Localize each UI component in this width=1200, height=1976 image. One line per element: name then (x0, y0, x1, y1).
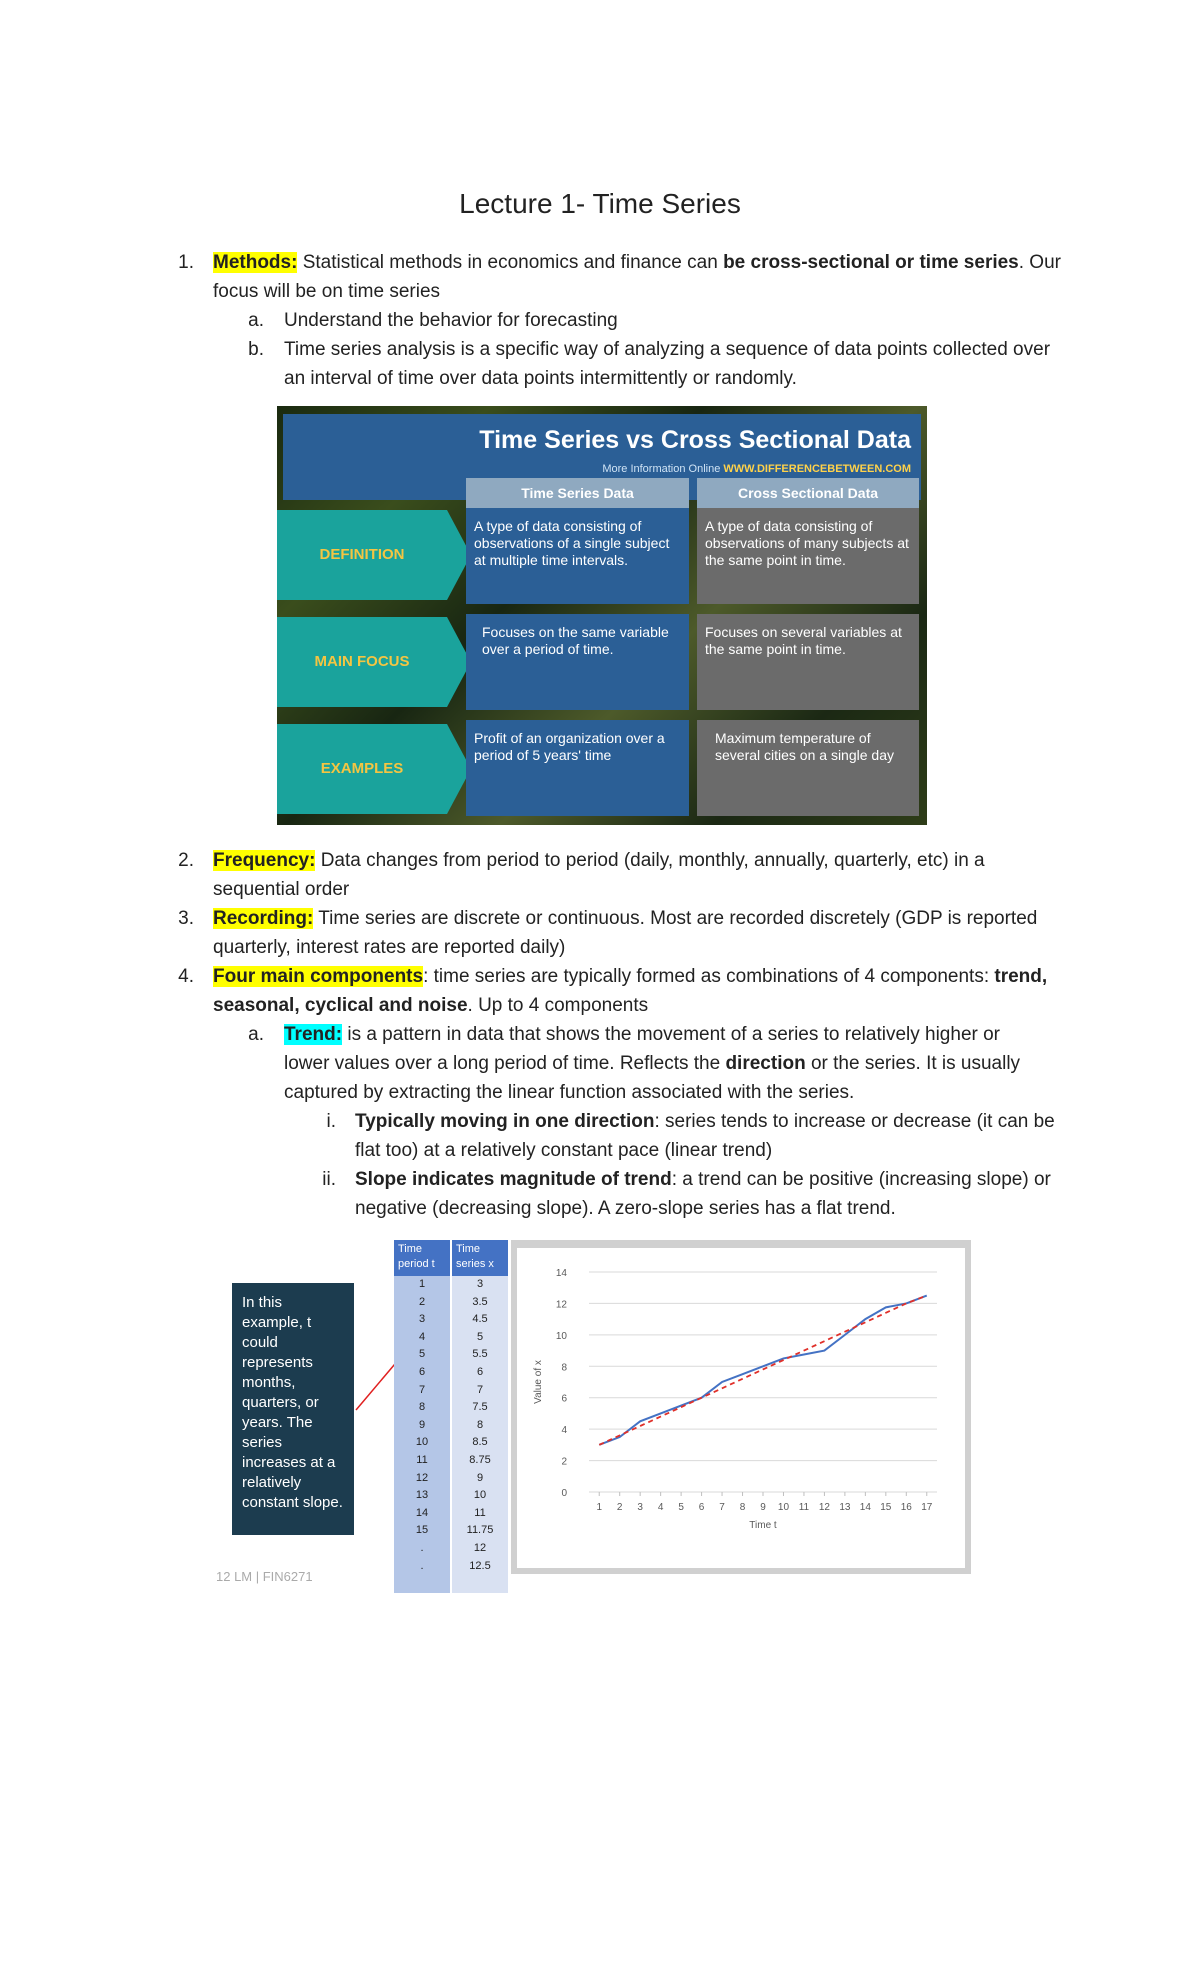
column-header-cross-sectional: Cross Sectional Data (697, 478, 919, 508)
cell-examples-time-series: Profit of an organization over a period of 5 years' time (466, 720, 689, 816)
cell-definition-time-series: A type of data consisting of observations of a single subject at multiple time intervals. (466, 508, 689, 604)
x-tick-label: 5 (678, 1502, 684, 1513)
table-cell: 12 (415, 1471, 429, 1484)
list-number: 3. (178, 908, 194, 929)
highlight-methods: Methods: (213, 252, 298, 273)
table-cell: 12.5 (469, 1559, 491, 1572)
y-tick-label: 8 (561, 1362, 567, 1374)
text: sequential order (213, 879, 350, 900)
x-tick-label: 11 (798, 1502, 810, 1513)
bold-text: Slope indicates magnitude of trend (355, 1169, 672, 1190)
highlight-recording: Recording: (213, 908, 314, 929)
table-cell: 4 (418, 1330, 426, 1343)
text: : a trend can be positive (increasing slope) or (671, 1169, 1051, 1190)
table-cell: . (420, 1559, 424, 1572)
table-header: Time period t (394, 1240, 450, 1276)
row-label-examples: EXAMPLES (277, 724, 447, 814)
column-header-time-series: Time Series Data (466, 478, 689, 508)
table-cell: 13 (415, 1489, 429, 1502)
cell-definition-cross-sectional: A type of data consisting of observations of many subjects at the same point in time. (697, 508, 919, 604)
text: flat too) at a relatively constant pace (linear trend) (355, 1140, 773, 1161)
infographic-title: Time Series vs Cross Sectional Data (479, 426, 911, 454)
x-tick-label: 13 (839, 1502, 851, 1513)
y-tick-label: 4 (561, 1425, 567, 1437)
list-letter: a. (248, 1024, 264, 1045)
table-column-time-period (394, 1240, 450, 1593)
example-callout: In this example, t could represents months, quarters, or years. The series increases at a relatively constant slope. (232, 1283, 354, 1535)
table-cell: 6 (418, 1365, 426, 1378)
x-tick-label: 4 (657, 1502, 664, 1513)
bold-text: seasonal, cyclical and noise (213, 995, 468, 1016)
text: Time series are discrete or continuous. Most are recorded discretely (GDP is reported (313, 908, 1038, 929)
bold-text: Typically moving in one direction (355, 1111, 655, 1132)
text: : time series are typically formed as combinations of 4 components: (423, 966, 995, 987)
x-tick-label: 7 (719, 1502, 725, 1513)
table-cell: 11 (474, 1506, 486, 1519)
table-cell: 3.5 (472, 1295, 488, 1308)
comparison-infographic (277, 406, 927, 825)
table-cell: 7.5 (472, 1401, 488, 1414)
table-header: Time series x (452, 1240, 508, 1276)
bold-text: trend, (994, 966, 1048, 987)
table-cell: 11 (416, 1453, 428, 1466)
cell-examples-cross-sectional: Maximum temperature of several cities on a single day (697, 720, 919, 816)
list-roman: i. (326, 1111, 336, 1132)
text: focus will be on time series (213, 281, 441, 302)
list-letter: a. (248, 310, 264, 331)
table-cell: 11.75 (466, 1524, 494, 1537)
row-label-definition: DEFINITION (277, 510, 447, 600)
table-cell: 5 (476, 1330, 484, 1343)
x-tick-label: 16 (900, 1502, 912, 1513)
x-tick-label: 3 (637, 1502, 643, 1513)
table-cell: 5 (418, 1348, 426, 1361)
text: captured by extracting the linear function associated with the series. (284, 1082, 855, 1103)
table-cell: 3 (418, 1313, 426, 1326)
x-tick-label: 1 (596, 1502, 603, 1513)
infographic-source: More Information Online WWW.DIFFERENCEBETWEEN.COM (602, 463, 911, 475)
y-tick-label: 14 (555, 1268, 567, 1279)
x-tick-label: 2 (616, 1502, 623, 1513)
row-label-main-focus: MAIN FOCUS (277, 617, 447, 707)
x-tick-label: 9 (760, 1502, 766, 1513)
table-cell: 15 (415, 1524, 429, 1537)
trend-line-chart (517, 1248, 965, 1568)
y-tick-label: 2 (561, 1456, 567, 1468)
text: Understand the behavior for forecasting (284, 310, 618, 331)
text: is a pattern in data that shows the movement of a series to relatively higher or (342, 1024, 1001, 1045)
series-line-trend (599, 1296, 927, 1445)
footer-text: 12 LM | FIN6271 (216, 1569, 313, 1584)
x-tick-label: 10 (777, 1502, 790, 1513)
chart-area (517, 1248, 965, 1568)
list-letter: b. (248, 339, 264, 360)
text: Statistical methods in economics and finance can (297, 252, 724, 273)
table-cell: 1 (418, 1278, 426, 1290)
text: quarterly, interest rates are reported daily) (213, 937, 566, 958)
x-tick-label: 12 (818, 1502, 830, 1513)
text: lower values over a long period of time. Reflects the (284, 1053, 726, 1074)
table-cell: 8.5 (472, 1436, 488, 1449)
table-cell: 14 (415, 1506, 429, 1519)
x-tick-label: 17 (921, 1502, 933, 1513)
text: negative (decreasing slope). A zero-slope series has a flat trend. (355, 1198, 896, 1219)
table-cell: 6 (476, 1365, 484, 1378)
table-cell: 3 (476, 1278, 484, 1290)
highlight-components: Four main components (213, 966, 424, 987)
table-cell: 10 (473, 1489, 487, 1502)
x-axis-label: Time t (749, 1520, 777, 1531)
cell-focus-time-series: Focuses on the same variable over a period of time. (466, 614, 689, 710)
x-tick-label: 15 (880, 1502, 892, 1513)
table-cell: 9 (476, 1471, 484, 1484)
series-line-actual (599, 1296, 927, 1445)
table-cell (394, 1575, 450, 1593)
highlight-trend: Trend: (284, 1024, 343, 1045)
table-cell: 8.75 (469, 1453, 491, 1466)
y-tick-label: 12 (555, 1299, 567, 1311)
table-column-time-series (452, 1240, 508, 1593)
list-roman: ii. (322, 1169, 336, 1190)
text: or the series. It is usually (805, 1053, 1021, 1074)
y-tick-label: 10 (555, 1330, 567, 1342)
text: Data changes from period to period (daily, monthly, annually, quarterly, etc) in a (315, 850, 985, 871)
table-cell: 8 (476, 1418, 484, 1431)
text: . Our (1018, 252, 1061, 273)
x-tick-label: 8 (739, 1502, 746, 1513)
table-cell: 8 (418, 1401, 426, 1414)
y-tick-label: 6 (561, 1393, 567, 1405)
x-tick-label: 6 (698, 1502, 705, 1513)
bold-text: direction (725, 1053, 806, 1074)
table-cell: 10 (415, 1436, 429, 1449)
table-cell: 9 (418, 1418, 426, 1431)
list-number: 4. (178, 966, 194, 987)
table-cell: 12 (473, 1541, 487, 1554)
table-cell: 5.5 (472, 1348, 488, 1361)
bold-text: be cross-sectional or time series (723, 252, 1019, 273)
table-cell: 7 (418, 1383, 426, 1396)
y-tick-label: 0 (561, 1488, 567, 1499)
text: an interval of time over data points intermittently or randomly. (284, 368, 797, 389)
y-axis-label: Value of x (533, 1360, 544, 1404)
list-number: 2. (178, 850, 194, 871)
list-number: 1. (178, 252, 194, 273)
table-cell: 2 (418, 1295, 426, 1308)
text: : series tends to increase or decrease (it can be (654, 1111, 1055, 1132)
x-tick-label: 14 (859, 1502, 871, 1513)
text: . Up to 4 components (467, 995, 649, 1016)
cell-focus-cross-sectional: Focuses on several variables at the same point in time. (697, 614, 919, 710)
text: Time series analysis is a specific way of analyzing a sequence of data points collected over (284, 339, 1051, 360)
table-cell (452, 1575, 508, 1593)
highlight-frequency: Frequency: (213, 850, 316, 871)
table-cell: 4.5 (472, 1313, 488, 1326)
page-title: Lecture 1- Time Series (459, 188, 741, 219)
table-cell: 7 (476, 1383, 484, 1396)
table-cell: . (420, 1541, 424, 1554)
